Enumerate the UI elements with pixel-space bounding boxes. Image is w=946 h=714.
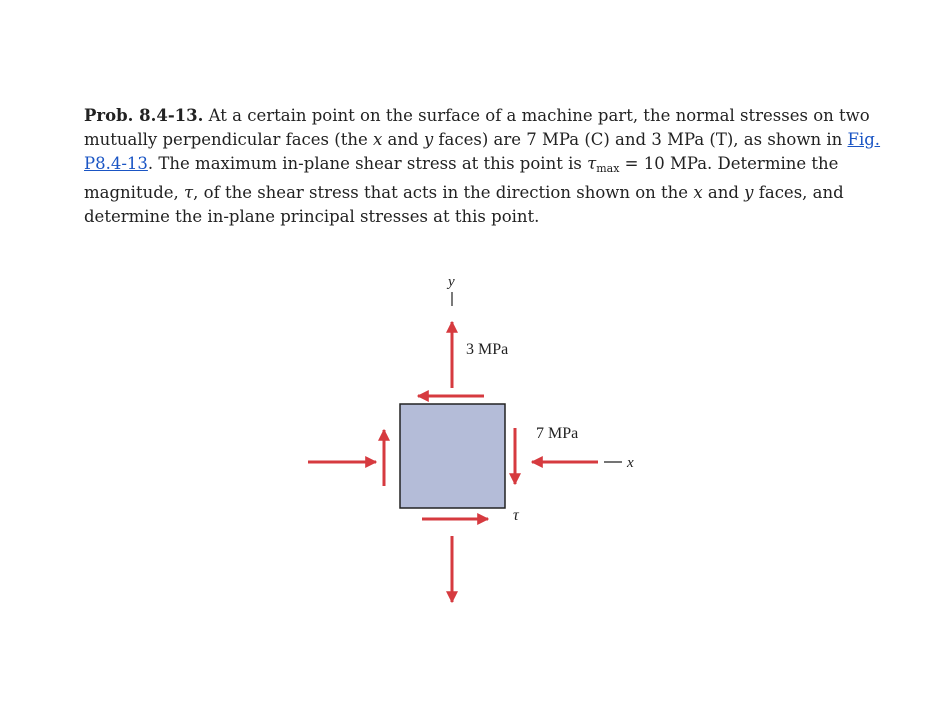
problem-text: . The maximum in-plane shear stress at this point is [147, 154, 588, 173]
figure-link[interactable]: Fig. P8.4-13 [84, 130, 881, 173]
problem-text: = 10 MPa. Determine the magnitude, [84, 154, 839, 202]
tau-symbol: τ [587, 154, 597, 173]
tau-symbol: τ [184, 183, 194, 202]
stress-x-label: 7 MPa [536, 425, 579, 442]
problem-title: Prob. 8.4-13. [84, 106, 204, 125]
stress-element [400, 404, 505, 508]
y-axis-label: y [448, 274, 455, 290]
stress-y-label: 3 MPa [466, 341, 509, 358]
shear-label: τ [513, 507, 519, 524]
problem-text: faces, and determine the in-plane principal stresses at this point. [84, 183, 844, 226]
problem-text: At a certain point on the surface of a machine part, the normal stresses on two mutually perpendicular faces (the [84, 106, 870, 149]
var-y: y [423, 130, 434, 149]
var-y: y [744, 183, 754, 202]
problem-text: and [382, 130, 424, 149]
tau-subscript: max [596, 162, 620, 175]
problem-text: , of the shear stress that acts in the direction shown on the [193, 183, 694, 202]
x-axis-label: x [627, 455, 634, 471]
var-x: x [693, 183, 703, 202]
problem-text: and [702, 183, 745, 202]
problem-text: faces) are 7 MPa (C) and 3 MPa (T), as shown in [433, 130, 848, 149]
var-x: x [372, 130, 383, 149]
